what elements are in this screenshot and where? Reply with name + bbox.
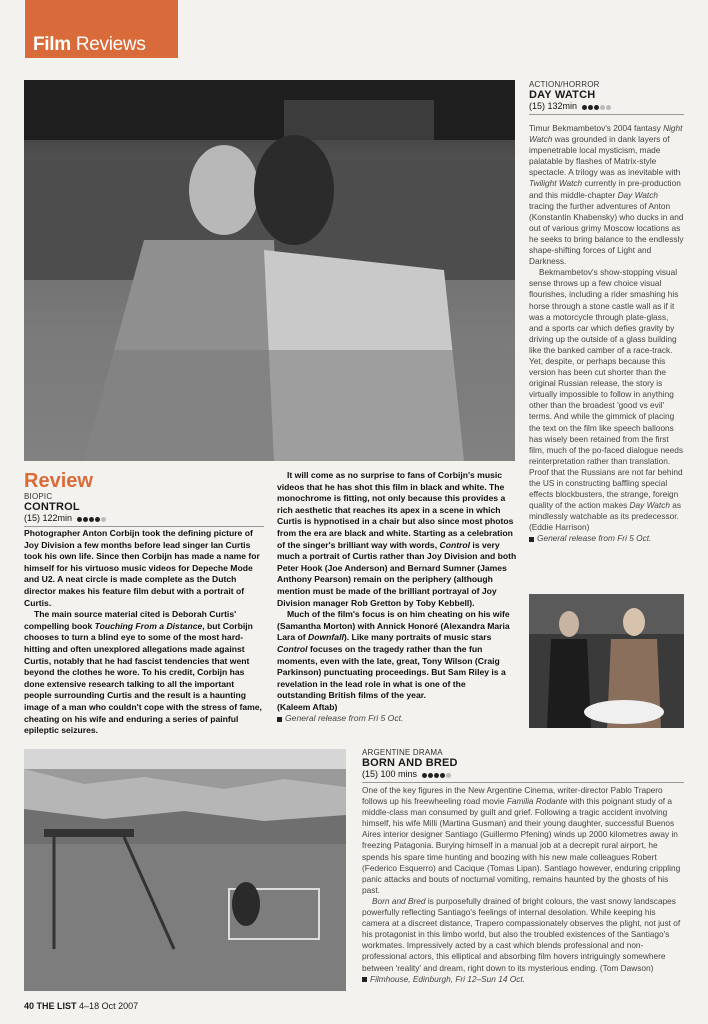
daywatch-rating <box>582 102 612 112</box>
daywatch-byline: (Eddie Harrison) <box>529 522 590 533</box>
control-genre: BIOPIC <box>24 492 53 501</box>
release-marker-icon <box>529 537 534 542</box>
rating-dot-filled-icon <box>83 517 88 522</box>
release-marker-icon <box>277 717 282 722</box>
rating-dot-filled-icon <box>582 105 587 110</box>
control-text-col1 <box>24 528 264 737</box>
rating-dot-empty-icon <box>600 105 605 110</box>
rating-dot-filled-icon <box>594 105 599 110</box>
control-paragraph-4: Much of the film's focus is on him cheating on his wife (Samantha Morton) with Annick Honoré (Alexandra Maria Lara of Downfall). Like many portraits of music stars Control focuses on the tragedy rather than the fun moments, even with the late, great, Tony Wilson (Craig Parkinson) punctuating proceedings. But Sam Riley is a revelation in the lead role in what is one of the outstanding British films of the year. <box>277 609 510 701</box>
rating-dot-empty-icon <box>446 773 451 778</box>
control-text-col2 <box>277 470 517 725</box>
daywatch-genre: ACTION/HORROR <box>529 80 600 89</box>
daywatch-heading <box>529 80 684 115</box>
daywatch-text <box>529 123 684 545</box>
daywatch-cert-text: (15) 132min <box>529 101 578 111</box>
control-cert-runtime <box>24 513 264 524</box>
bornandbred-byline: (Tom Dawson) <box>599 962 654 973</box>
rating-dot-filled-icon <box>422 773 427 778</box>
bornandbred-text <box>362 785 684 985</box>
rating-dot-filled-icon <box>440 773 445 778</box>
bornandbred-paragraph-2: Born and Bred is purposefully drained of bright colours, the vast snowy landscapes powerfully reflecting Santiago's feelings of internal desolation. While keeping his camera at a discreet distance, Trapero compassionately observes the plight, not just of his protagonist in this limbo world, but also the troubled existences of the Santiago's workmates. Impressively acted by a cast which blends professional and non-professional actors, this elliptical and absorbing film hovers intriguingly somewhere between 'reality' and dream, right down to its mysterious ending. (Tom Dawson) <box>362 895 681 973</box>
control-photo <box>24 80 515 461</box>
bornandbred-title: BORN AND BRED <box>362 757 458 769</box>
bornandbred-photo <box>24 749 346 991</box>
control-cert-text: (15) 122min <box>24 513 73 523</box>
bornandbred-cert-runtime <box>362 769 684 780</box>
control-paragraph-1: Photographer Anton Corbijn took the defining picture of Joy Division a few months before lead singer Ian Curtis took his own life. Since then Corbijn has made a name for himself for his virtuoso music videos for Depeche Mode and U2. A neat circle is made complete as the Dutch director makes his feature film debut with a portrait of Curtis. <box>24 528 260 608</box>
bornandbred-genre: ARGENTINE DRAMA <box>362 748 443 757</box>
daywatch-title: DAY WATCH <box>529 89 596 101</box>
control-rule <box>24 526 264 527</box>
release-marker-icon <box>362 977 367 982</box>
rating-dot-filled-icon <box>434 773 439 778</box>
control-rating <box>77 514 107 524</box>
control-heading <box>24 492 264 527</box>
page-footer <box>24 1001 138 1011</box>
control-title: CONTROL <box>24 501 80 513</box>
control-paragraph-2: The main source material cited is Deborah Curtis' compelling book Touching From a Distance, but Corbijn chooses to turn a blind eye to some of the most hard-hitting and often unexplored allegations made against Curtis, notably that he had fascist tendencies that went beyond the clothes he wore. To his credit, Corbijn has done extensive research talking to all the important people surrounding Curtis and the result is a haunting image of a man who couldn't cope with the stress of fame, cheating on his wife and enduring a series of painful epileptic seizures. <box>24 609 262 736</box>
section-label-film: Film <box>33 34 71 55</box>
review-kicker: Review <box>24 470 93 492</box>
daywatch-rule <box>529 114 684 115</box>
rating-dot-filled-icon <box>428 773 433 778</box>
magazine-name: THE LIST <box>36 1001 77 1011</box>
section-header <box>25 0 178 58</box>
bornandbred-rating <box>422 770 452 780</box>
daywatch-paragraph-2: Bekmambetov's show-stopping visual sense throws up a few choice visual flourishes, including a rider smashing his horse through a stone castle wall as if it was a motorcycle through plate-glass, and a sports car which defies gravity by driving up the outside of a glass building like the banked camber of a race-track. Yet, despite, or perhaps because this version has been cut shorter than the original Russian release, the story is virtually impossible to follow in anything other than the broadest 'good vs evil' terms. And while the gimmick of placing the text on the film like speech balloons has wisely been retained from the first film, much of the po-faced dialogue needs reinterpretation rather than translation. Proof that the Russians are not far behind the US in constructing baffling special effects blockbusters, the strange, foreign quality of the action makes Day Watch as mindlessly watchable as its predecessor. <box>529 267 684 522</box>
bornandbred-paragraph-1: One of the key figures in the New Argentine Cinema, writer-director Pablo Trapero follows up his freewheeling road movie Familia Rodante with this poignant study of a middle-class man consumed by guilt and grief. Following a tragic accident involving himself, his wife Milli (Martina Gusman) and their young daughter, successful Buenos Aires interior designer Santiago (Guillermo Pfening) winds up 2000 kilometres away in freezing Patagonia. Burying himself in a manual job at a decrepit rural airport, he spends his spare time hunting and boozing with his new male colleagues Robert (Federico Esquerro) and Cacique (Tomas Lipan). Santiago however, enduring crippling panic attacks and bouts of nocturnal vomiting, remains haunted by the ghosts of his past. <box>362 785 681 895</box>
control-byline: (Kaleem Aftab) <box>277 701 338 712</box>
daywatch-photo <box>529 594 684 728</box>
daywatch-release: General release from Fri 5 Oct. <box>529 533 684 544</box>
rating-dot-filled-icon <box>95 517 100 522</box>
bornandbred-cert-text: (15) 100 mins <box>362 769 418 779</box>
rating-dot-filled-icon <box>77 517 82 522</box>
page-number: 40 <box>24 1001 35 1011</box>
rating-dot-empty-icon <box>606 105 611 110</box>
rating-dot-filled-icon <box>89 517 94 522</box>
rating-dot-empty-icon <box>101 517 106 522</box>
control-release: General release from Fri 5 Oct. <box>277 713 517 725</box>
control-paragraph-3: It will come as no surprise to fans of Corbijn's music videos that he has shot this film in black and white. The monochrome is fitting, not only because this provides a rich aesthetic that reaches its apex in a scene in which Curtis is hypnotised in a chair but also since most photos from the era are black and white. Starting as a celebration of the singer's brilliant way with words, Control is very much a portrait of Curtis rather than Joy Division and both Peter Hook (Joe Anderson) and Bernard Sumner (James Anthony Pearson) remain on the periphery (although mention must be made of the brilliant portrayal of Joy Division manager Rob Gretton by Toby Kebbell). <box>277 470 517 608</box>
bornandbred-release: Filmhouse, Edinburgh, Fri 12–Sun 14 Oct. <box>362 974 684 985</box>
bornandbred-heading <box>362 748 684 783</box>
daywatch-paragraph-1: Timur Bekmambetov's 2004 fantasy Night Watch was grounded in dank layers of impenetrable local mysticism, made palatable by flashes of Matrix-style spectacle. A trilogy was as inevitable with Twilight Watch currently in pre-production and this middle-chapter Day Watch tracing the further adventures of Anton (Konstantin Khabensky) who ducks in and out of various grimy Moscow locations as he seeks to bring balance to the endlessly shape-shifting forces of Light and Darkness. <box>529 123 684 267</box>
daywatch-cert-runtime <box>529 101 684 112</box>
rating-dot-filled-icon <box>588 105 593 110</box>
bornandbred-rule <box>362 782 684 783</box>
section-label-reviews: Reviews <box>75 34 146 55</box>
issue-date: 4–18 Oct 2007 <box>79 1001 139 1011</box>
